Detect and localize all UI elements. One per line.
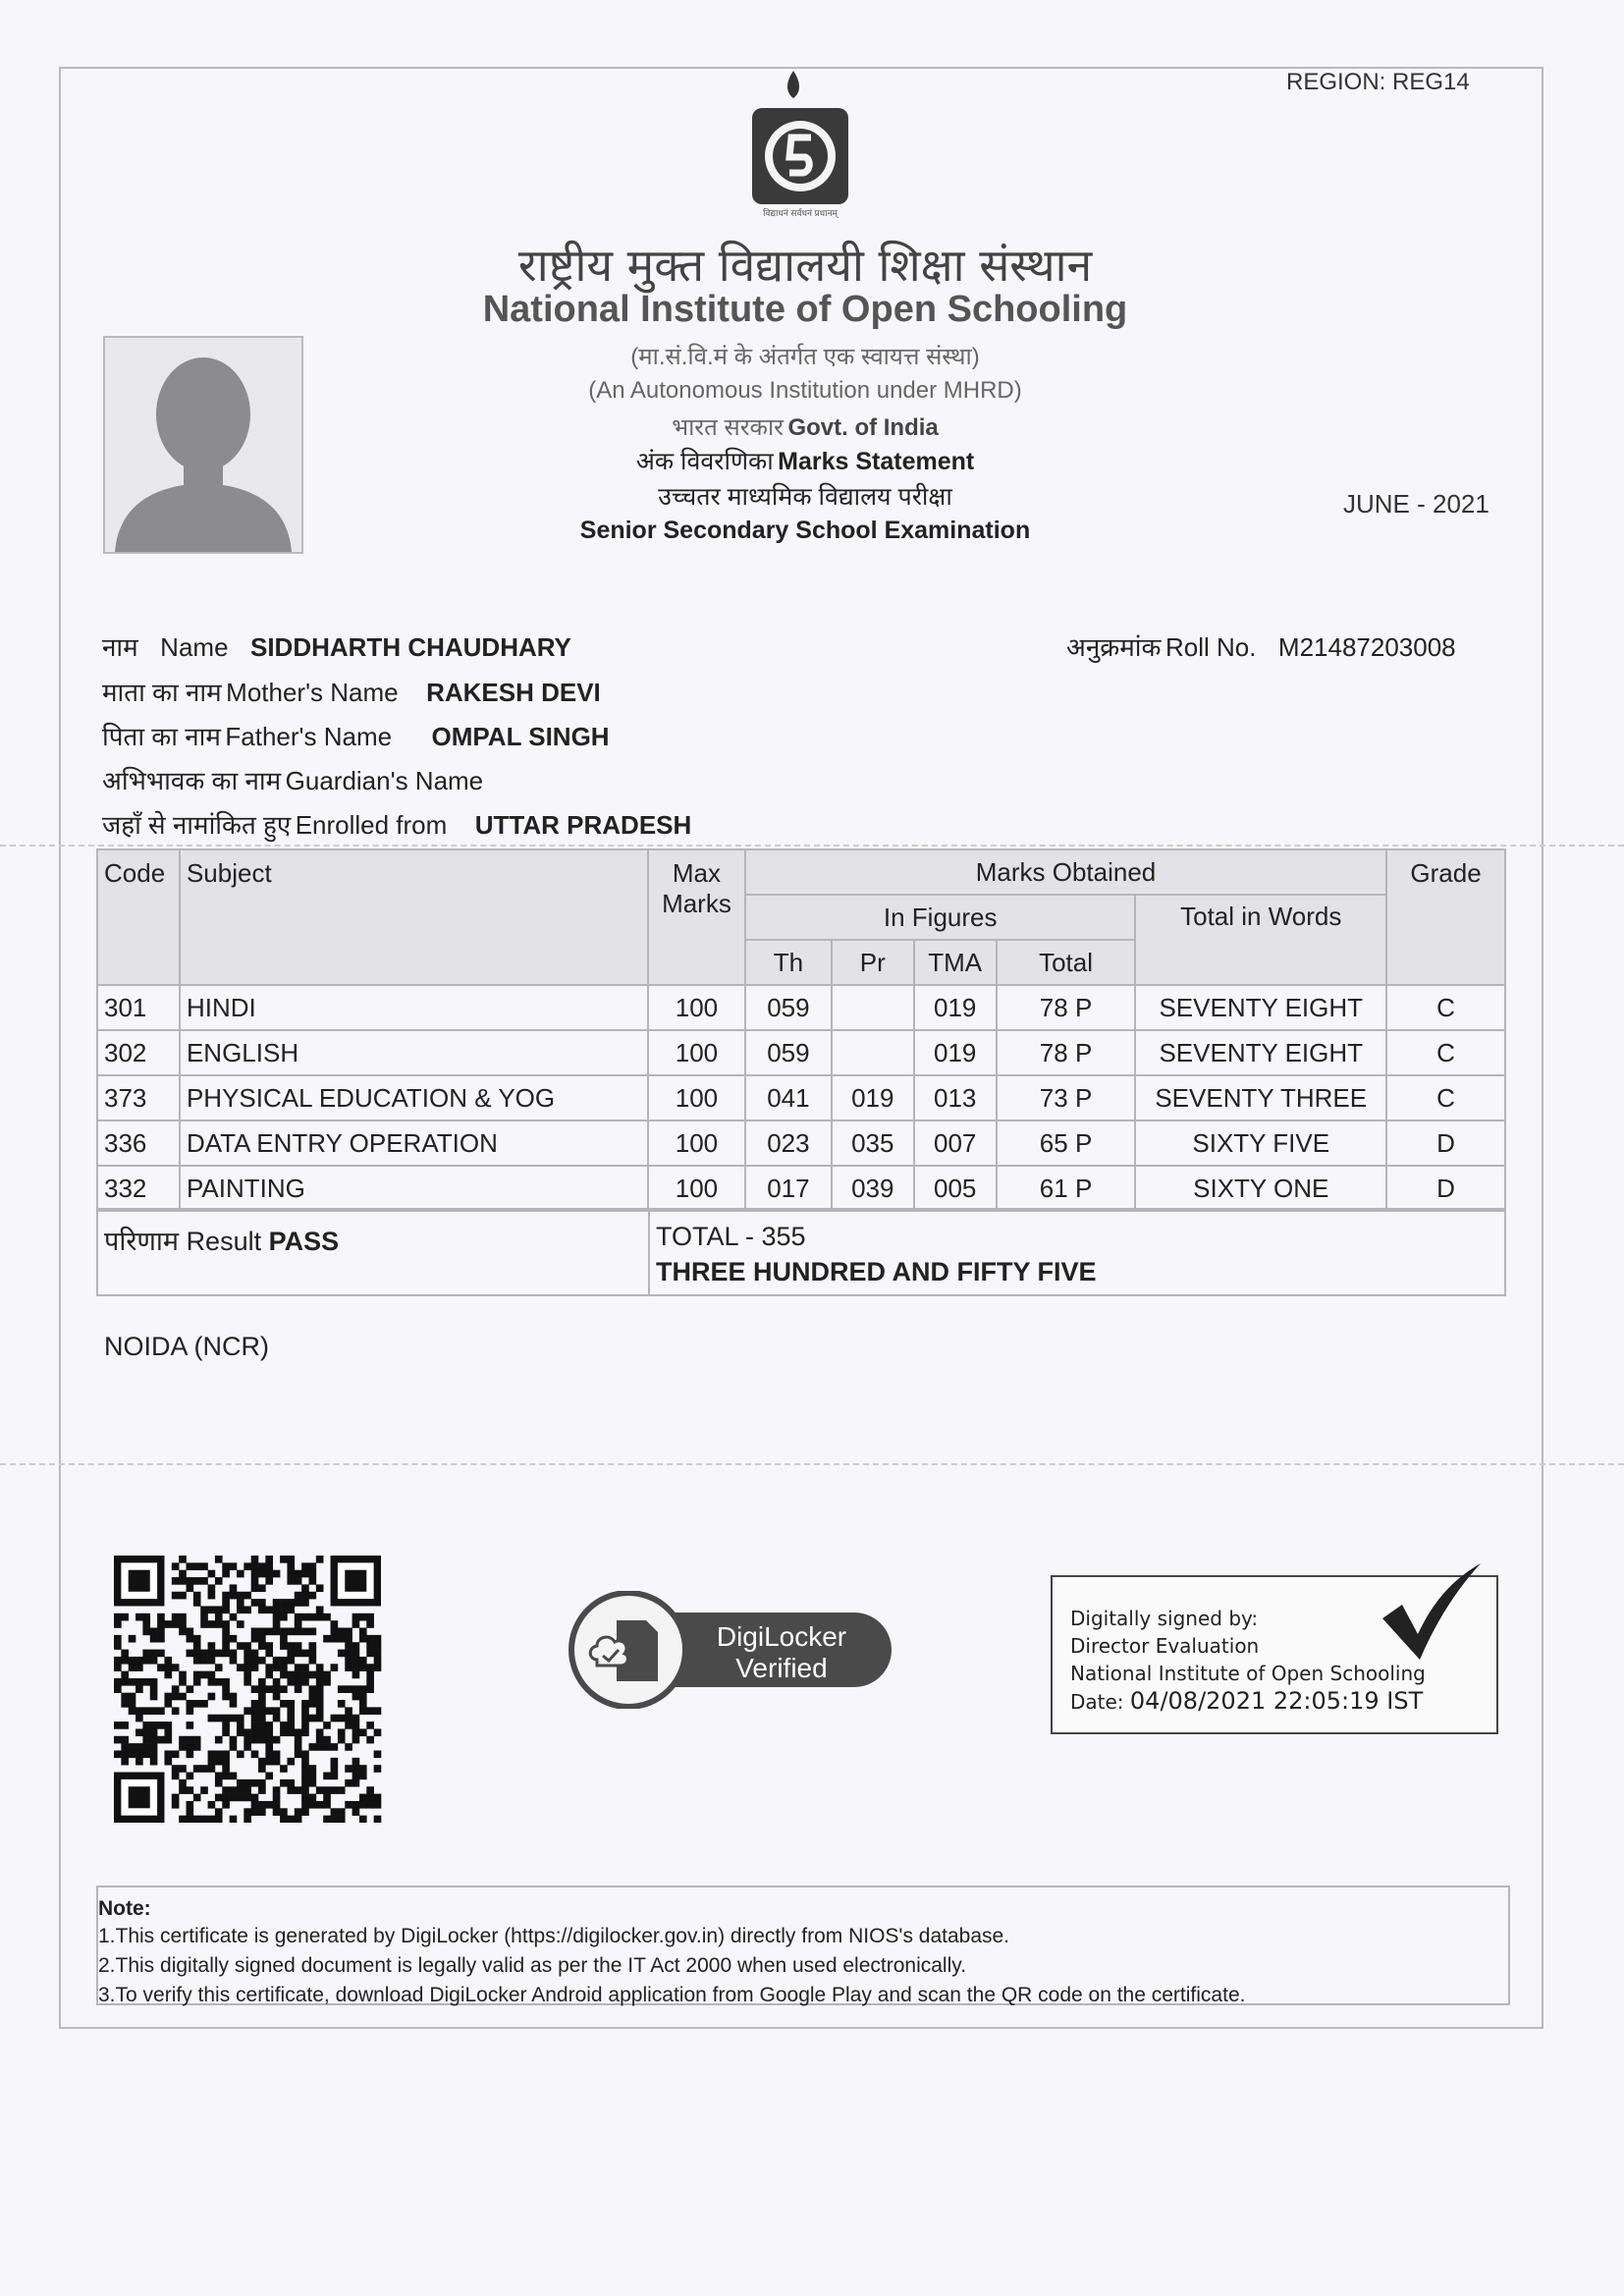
enrolled-row [102,806,691,842]
row-words: SIXTY ONE [1135,1166,1386,1211]
row-code: 336 [97,1121,180,1166]
note-title: Note: [98,1897,151,1920]
header-th: Th [745,940,832,985]
sign-date-label: Date: [1070,1690,1124,1714]
mother-name: RAKESH DEVI [426,678,601,707]
row-tma: 019 [914,985,997,1030]
region-code: REGION: REG14 [1286,69,1470,95]
govt-line [314,410,1296,443]
header-total-in-words: Total in Words [1135,895,1386,985]
father-name: OMPAL SINGH [431,722,610,751]
candidate-photo [103,336,303,554]
row-pr [832,1030,914,1075]
header-total: Total [997,940,1136,985]
header-pr: Pr [832,940,914,985]
row-max: 100 [648,1166,745,1211]
roll-label: Roll No. [1164,632,1257,662]
mother-label: Mother's Name [226,678,399,707]
row-pr: 035 [832,1121,914,1166]
table-row [97,985,1505,1030]
row-subject: HINDI [180,985,648,1030]
guardian-label: Guardian's Name [285,766,484,795]
row-th: 017 [745,1166,832,1211]
statement-line [314,444,1296,477]
name-label-hindi: नाम [102,632,138,662]
title-english: National Institute of Open Schooling [482,289,1128,330]
row-code: 302 [97,1030,180,1075]
header-in-figures: In Figures [745,895,1136,940]
header-subject: Subject [180,849,648,985]
row-subject: PHYSICAL EDUCATION & YOG [180,1075,648,1121]
row-total: 65 P [997,1121,1136,1166]
row-th: 059 [745,985,832,1030]
header-grade: Grade [1386,849,1505,985]
fold-line-bottom [0,1463,1624,1465]
enrolled-from: UTTAR PRADESH [474,810,692,840]
row-subject: DATA ENTRY OPERATION [180,1121,648,1166]
row-tma: 019 [914,1030,997,1075]
roll-row [1066,629,1456,664]
result-divider [648,1208,650,1296]
row-total: 73 P [997,1075,1136,1121]
sign-line3: National Institute of Open Schooling [1070,1662,1426,1685]
row-th: 041 [745,1075,832,1121]
table-row [97,1075,1505,1121]
row-th: 059 [745,1030,832,1075]
sign-date-row [1070,1687,1423,1715]
header-max-marks: Max Marks [648,849,745,985]
badge-line1: DigiLocker [716,1621,847,1652]
row-total: 61 P [997,1166,1136,1211]
row-tma: 007 [914,1121,997,1166]
header-marks-obtained: Marks Obtained [745,849,1386,895]
digital-signature-box[interactable] [1051,1575,1498,1734]
name-label: Name [160,632,229,662]
row-grade: D [1386,1121,1505,1166]
row-max: 100 [648,1030,745,1075]
father-label-hindi: पिता का नाम [102,722,221,751]
exam-session: JUNE - 2021 [1343,489,1489,519]
father-label: Father's Name [225,722,393,751]
total-marks-words: THREE HUNDRED AND FIFTY FIVE [656,1257,1097,1286]
fold-line-top [0,845,1624,847]
row-subject: ENGLISH [180,1030,648,1075]
note-item: 2.This digitally signed document is legally valid as per the IT Act 2000 when used electronically. [98,1954,967,1977]
name-row [102,629,571,664]
marks-table [96,848,1506,1212]
row-words: SEVENTY EIGHT [1135,985,1386,1030]
row-pr [832,985,914,1030]
govt-english: Govt. of India [787,414,939,441]
row-grade: D [1386,1166,1505,1211]
logo-tagline: विद्याधनं सर्वधनं प्रधानम् [763,208,838,218]
header-code: Code [97,849,180,985]
sign-date: 04/08/2021 22:05:19 IST [1129,1687,1424,1715]
row-th: 023 [745,1121,832,1166]
row-tma: 005 [914,1166,997,1211]
result-label-hindi: परिणाम [104,1227,180,1256]
roll-number: M21487203008 [1277,632,1456,662]
subtitle-hindi: (मा.सं.वि.मं के अंतर्गत एक स्वायत्त संस्था) [630,344,980,370]
guardian-row [102,762,483,797]
row-subject: PAINTING [180,1166,648,1211]
total-marks: TOTAL - 355 [656,1222,806,1251]
table-row [97,1030,1505,1075]
row-tma: 013 [914,1075,997,1121]
nios-logo [746,69,854,216]
row-pr: 019 [832,1075,914,1121]
roll-label-hindi: अनुक्रमांक [1066,632,1162,662]
statement-hindi: अंक विवरणिका [635,448,774,475]
candidate-name: SIDDHARTH CHAUDHARY [249,632,571,662]
row-code: 373 [97,1075,180,1121]
father-row [102,718,610,753]
result-label: Result [186,1227,262,1256]
row-code: 301 [97,985,180,1030]
result-value: PASS [268,1227,340,1256]
row-words: SEVENTY THREE [1135,1075,1386,1121]
mother-row [102,674,601,709]
row-grade: C [1386,1075,1505,1121]
table-row [97,1121,1505,1166]
table-row [97,1166,1505,1211]
sign-line2: Director Evaluation [1070,1634,1260,1658]
row-grade: C [1386,1030,1505,1075]
row-total: 78 P [997,1030,1136,1075]
subtitle-english: (An Autonomous Institution under MHRD) [588,377,1022,404]
row-words: SEVENTY EIGHT [1135,1030,1386,1075]
exam-hindi: उच्चतर माध्यमिक विद्यालय परीक्षा [658,483,952,511]
note-item: 3.To verify this certificate, download DigiLocker Android application from Google Play and scan the QR code on the certificate. [98,1984,1246,2006]
badge-line2: Verified [735,1653,828,1683]
avatar-silhouette-icon [105,338,301,552]
enrolled-label-hindi: जहाँ से नामांकित हुए [102,810,292,840]
row-max: 100 [648,1075,745,1121]
exam-english: Senior Secondary School Examination [579,517,1031,544]
enrolled-label: Enrolled from [295,810,448,840]
row-max: 100 [648,985,745,1030]
guardian-label-hindi: अभिभावक का नाम [102,766,282,795]
header-tma: TMA [914,940,997,985]
qr-code-icon[interactable] [110,1556,385,1823]
statement-english: Marks Statement [778,448,975,475]
note-box [96,1886,1510,2005]
issue-place: NOIDA (NCR) [104,1332,269,1361]
note-item: 1.This certificate is generated by DigiLocker (https://digilocker.gov.in) directly from NIOS's database. [98,1925,1010,1947]
result-line [104,1222,339,1258]
digilocker-badge [568,1591,895,1709]
row-code: 332 [97,1166,180,1211]
row-total: 78 P [997,985,1136,1030]
title-hindi: राष्ट्रीय मुक्त विद्यालयी शिक्षा संस्थान [517,239,1093,292]
sign-line1: Digitally signed by: [1070,1607,1259,1630]
row-words: SIXTY FIVE [1135,1121,1386,1166]
checkmark-icon [1377,1561,1485,1669]
row-pr: 039 [832,1166,914,1211]
row-max: 100 [648,1121,745,1166]
row-grade: C [1386,985,1505,1030]
govt-hindi: भारत सरकार [672,414,784,441]
mother-label-hindi: माता का नाम [102,678,222,707]
